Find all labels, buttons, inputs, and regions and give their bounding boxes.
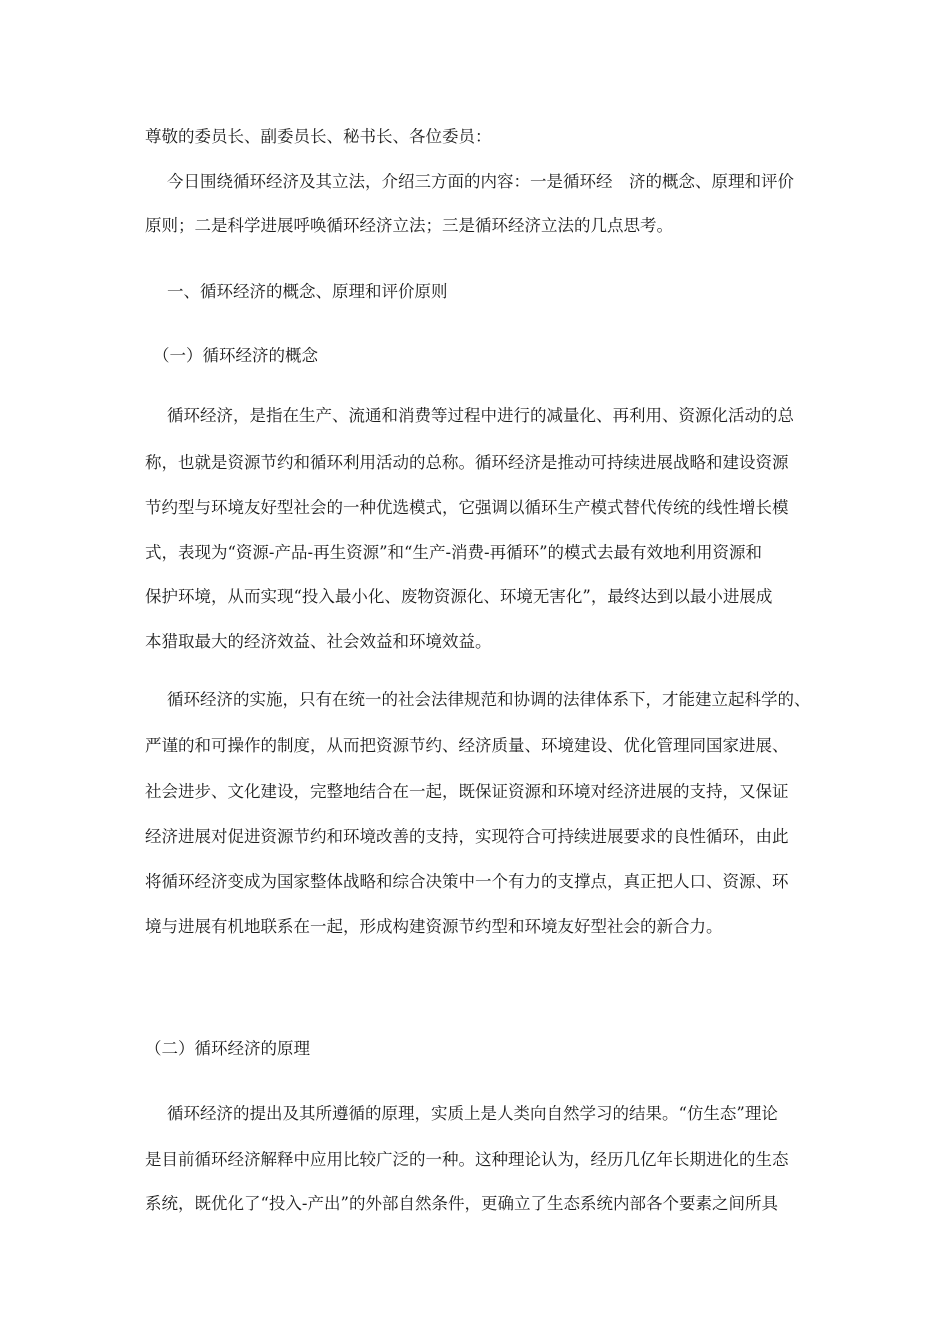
paragraph-line: 社会进步、文化建设，完整地结合在一起，既保证资源和环境对经济进展的支持，又保证 (145, 782, 789, 801)
paragraph-line: 循环经济的实施，只有在统一的社会法律规范和协调的法律体系下，才能建立起科学的、 (167, 690, 811, 709)
subsection-heading: （一）循环经济的概念 (153, 346, 318, 365)
intro-line: 今日围绕循环经济及其立法，介绍三方面的内容：一是循环经 济的概念、原理和评价 (167, 172, 794, 191)
paragraph-line: 循环经济的提出及其所遵循的原理，实质上是人类向自然学习的结果。“仿生态”理论 (167, 1104, 778, 1123)
paragraph-line: 本猎取最大的经济效益、社会效益和环境效益。 (145, 632, 492, 651)
paragraph-line: 保护环境，从而实现“投入最小化、废物资源化、环境无害化”，最终达到以最小进展成 (145, 587, 773, 606)
paragraph-line: 是目前循环经济解释中应用比较广泛的一种。这种理论认为，经历几亿年长期进化的生态 (145, 1150, 789, 1169)
paragraph-line: 将循环经济变成为国家整体战略和综合决策中一个有力的支撑点，真正把人口、资源、环 (145, 872, 789, 891)
salutation: 尊敬的委员长、副委员长、秘书长、各位委员： (145, 127, 492, 146)
subsection-heading: （二）循环经济的原理 (145, 1039, 310, 1058)
paragraph-line: 式，表现为“资源-产品-再生资源”和“生产-消费-再循环”的模式去最有效地利用资源和 (145, 543, 763, 562)
paragraph-line: 境与进展有机地联系在一起，形成构建资源节约型和环境友好型社会的新合力。 (145, 917, 723, 936)
paragraph-line: 系统，既优化了“投入-产出”的外部自然条件，更确立了生态系统内部各个要素之间所具 (145, 1194, 778, 1213)
paragraph-line: 称，也就是资源节约和循环利用活动的总称。循环经济是推动可持续进展战略和建设资源 (145, 453, 789, 472)
section-heading: 一、循环经济的概念、原理和评价原则 (167, 282, 448, 301)
paragraph-line: 经济进展对促进资源节约和环境改善的支持，实现符合可持续进展要求的良性循环，由此 (145, 827, 789, 846)
paragraph-line: 循环经济，是指在生产、流通和消费等过程中进行的减量化、再利用、资源化活动的总 (167, 406, 794, 425)
paragraph-line: 节约型与环境友好型社会的一种优选模式，它强调以循环生产模式替代传统的线性增长模 (145, 498, 789, 517)
intro-line: 原则；二是科学进展呼唤循环经济立法；三是循环经济立法的几点思考。 (145, 216, 673, 235)
paragraph-line: 严谨的和可操作的制度，从而把资源节约、经济质量、环境建设、优化管理同国家进展、 (145, 736, 789, 755)
